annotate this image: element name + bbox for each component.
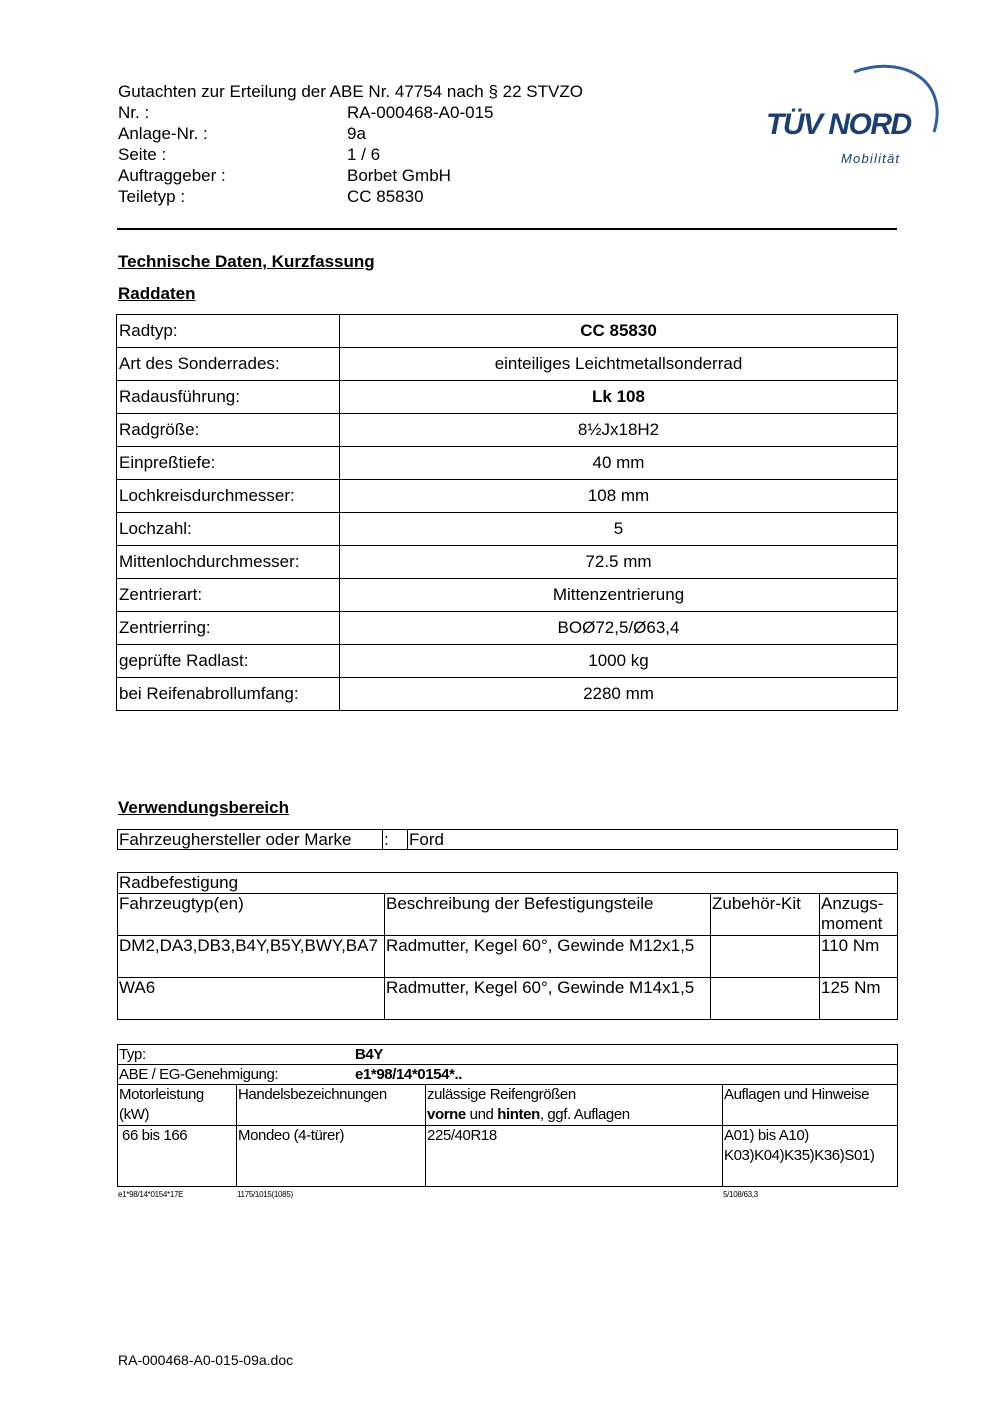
table-row	[117, 513, 898, 546]
row-value: 72.5 mm	[340, 546, 898, 579]
rear-label: hinten	[497, 1106, 540, 1123]
table-row	[117, 546, 898, 579]
section-verwendungsbereich: Verwendungsbereich	[118, 798, 289, 817]
conditions-line: A01) bis A10)	[724, 1127, 809, 1144]
table-row	[117, 645, 898, 678]
approval-label: ABE / EG-Genehmigung:	[119, 1066, 279, 1083]
header-value: 9a	[347, 124, 366, 143]
section-raddaten: Raddaten	[118, 284, 196, 303]
header-key: Nr. :	[118, 103, 150, 122]
table-row	[118, 873, 898, 894]
table-header-row	[118, 894, 898, 936]
row-label: bei Reifenabrollumfang:	[117, 678, 340, 711]
row-label: geprüfte Radlast:	[117, 645, 340, 678]
table-row	[117, 414, 898, 447]
mounting-description: Radmutter, Kegel 60°, Gewinde M14x1,5	[385, 978, 711, 1020]
logo-subtitle: Mobilität	[841, 151, 901, 166]
header-key: Teiletyp :	[118, 187, 186, 206]
manufacturer-label: Fahrzeughersteller oder Marke	[118, 830, 383, 850]
row-label: Zentrierring:	[117, 612, 340, 645]
column-header	[426, 1085, 723, 1126]
row-label: Radtyp:	[117, 315, 340, 348]
conditions-label: , ggf. Auflagen	[539, 1106, 630, 1123]
column-header: Motorleistung (kW)	[118, 1085, 237, 1126]
table-row	[117, 612, 898, 645]
header-row	[118, 165, 618, 186]
approval-row	[118, 1065, 898, 1085]
row-label: Zentrierart:	[117, 579, 340, 612]
trade-name: Mondeo (4-türer)	[237, 1126, 426, 1187]
power-range: 66 bis 166	[118, 1126, 237, 1187]
row-label: Radgröße:	[117, 414, 340, 447]
and-label: und	[465, 1106, 498, 1123]
header-value: Borbet GmbH	[347, 166, 451, 185]
approval-value: e1*98/14*0154*..	[355, 1066, 463, 1083]
row-label: Mittenlochdurchmesser:	[117, 546, 340, 579]
tuev-nord-logo	[762, 60, 942, 172]
table-row	[118, 1045, 898, 1065]
table-row	[118, 1065, 898, 1085]
tire-size: 225/40R18	[426, 1126, 723, 1187]
manufacturer-value: Ford	[408, 830, 898, 850]
footer-filename: RA-000468-A0-015-09a.doc	[118, 1352, 294, 1368]
column-header: Anzugs-moment	[820, 894, 898, 936]
table-row	[117, 678, 898, 711]
table-header-row	[118, 1085, 898, 1126]
row-value: einteiliges Leichtmetallsonderrad	[340, 348, 898, 381]
torque: 125 Nm	[820, 978, 898, 1020]
row-value: Lk 108	[340, 381, 898, 414]
table-row	[117, 447, 898, 480]
header-value: CC 85830	[347, 187, 424, 206]
table-row	[118, 978, 898, 1020]
header-key: Seite :	[118, 145, 167, 164]
column-header: Zubehör-Kit	[711, 894, 820, 936]
row-value: 40 mm	[340, 447, 898, 480]
vehicle-types: WA6	[118, 978, 385, 1020]
section-technical-data: Technische Daten, Kurzfassung	[118, 252, 375, 271]
wheel-mounting-table	[117, 872, 898, 1020]
row-label: Lochkreisdurchmesser:	[117, 480, 340, 513]
row-value: CC 85830	[340, 315, 898, 348]
mounting-description: Radmutter, Kegel 60°, Gewinde M12x1,5	[385, 936, 711, 978]
header-row	[118, 102, 618, 123]
type-row	[118, 1045, 898, 1065]
row-value: 8½Jx18H2	[340, 414, 898, 447]
header-key: Auftraggeber :	[118, 166, 226, 185]
front-label: vorne	[427, 1106, 466, 1123]
row-value: 108 mm	[340, 480, 898, 513]
mounting-title: Radbefestigung	[118, 873, 898, 894]
header-divider	[117, 228, 897, 230]
type-value: B4Y	[355, 1046, 383, 1063]
column-header: Beschreibung der Befestigungsteile	[385, 894, 711, 936]
table-row	[118, 1126, 898, 1187]
table-row	[117, 315, 898, 348]
row-label: Lochzahl:	[117, 513, 340, 546]
accessory-kit	[711, 936, 820, 978]
header-fields	[118, 102, 618, 208]
approval-code-note: e1*98/14*0154*17E	[118, 1190, 184, 1199]
accessory-kit	[711, 978, 820, 1020]
table-row	[117, 381, 898, 414]
table-row	[117, 480, 898, 513]
conditions-line: K03)K04)K35)K36)S01)	[724, 1147, 875, 1164]
bolt-pattern-note: 5/108/63,3	[723, 1190, 758, 1199]
row-label: Radausführung:	[117, 381, 340, 414]
row-value: 1000 kg	[340, 645, 898, 678]
column-header: Auflagen und Hinweise	[723, 1085, 898, 1126]
header-row	[118, 144, 618, 165]
torque: 110 Nm	[820, 936, 898, 978]
table-row	[117, 579, 898, 612]
table-row	[117, 348, 898, 381]
column-header: Fahrzeugtyp(en)	[118, 894, 385, 936]
row-value: BOØ72,5/Ø63,4	[340, 612, 898, 645]
document-title: Gutachten zur Erteilung der ABE Nr. 47754 nach § 22 STVZO	[118, 82, 583, 101]
type-label: Typ:	[119, 1046, 146, 1063]
manufacturer-table	[117, 829, 898, 850]
vehicle-types: DM2,DA3,DB3,B4Y,B5Y,BWY,BA7	[118, 936, 385, 978]
logo-brand: TÜV NORD	[766, 108, 911, 141]
row-label: Einpreßtiefe:	[117, 447, 340, 480]
row-value: 2280 mm	[340, 678, 898, 711]
table-row	[118, 830, 898, 850]
tire-header-detail	[427, 1105, 721, 1125]
header-value: 1 / 6	[347, 145, 381, 164]
row-value: 5	[340, 513, 898, 546]
approval-table	[117, 1044, 898, 1187]
conditions	[723, 1126, 898, 1187]
table-row	[118, 936, 898, 978]
weight-note: 1175/1015(1085)	[237, 1190, 293, 1199]
row-value: Mittenzentrierung	[340, 579, 898, 612]
tire-header-line: zulässige Reifengrößen	[427, 1086, 576, 1103]
header-row	[118, 186, 618, 207]
header-value: RA-000468-A0-015	[347, 103, 494, 122]
header-row	[118, 123, 618, 144]
header-key: Anlage-Nr. :	[118, 124, 208, 143]
raddaten-table	[116, 314, 898, 711]
row-label: Art des Sonderrades:	[117, 348, 340, 381]
column-header: Handelsbezeichnungen	[237, 1085, 426, 1126]
manufacturer-separator: :	[383, 830, 408, 850]
